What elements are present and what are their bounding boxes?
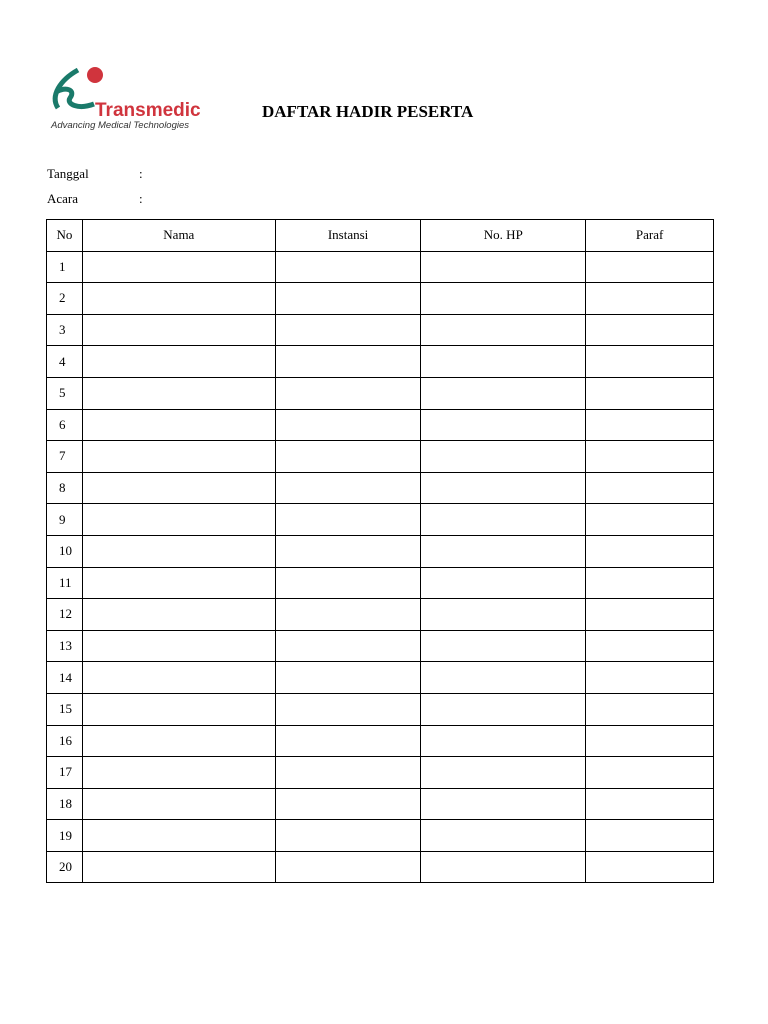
cell-paraf[interactable] [586, 851, 714, 883]
cell-nama[interactable] [82, 662, 275, 694]
cell-no: 14 [47, 662, 83, 694]
cell-no: 16 [47, 725, 83, 757]
cell-no: 20 [47, 851, 83, 883]
field-separator: : [139, 166, 143, 181]
cell-nama[interactable] [82, 409, 275, 441]
cell-no-hp[interactable] [421, 851, 586, 883]
cell-no: 10 [47, 535, 83, 567]
table-row [47, 314, 714, 346]
cell-instansi[interactable] [275, 693, 421, 725]
cell-no-hp[interactable] [421, 630, 586, 662]
cell-no: 5 [47, 377, 83, 409]
cell-nama[interactable] [82, 314, 275, 346]
table-row [47, 599, 714, 631]
cell-no: 4 [47, 346, 83, 378]
cell-paraf[interactable] [586, 788, 714, 820]
table-row [47, 441, 714, 473]
cell-instansi[interactable] [275, 535, 421, 567]
cell-no-hp[interactable] [421, 283, 586, 315]
table-row [47, 725, 714, 757]
cell-paraf[interactable] [586, 725, 714, 757]
cell-no: 1 [47, 251, 83, 283]
page-title: DAFTAR HADIR PESERTA [262, 102, 474, 121]
cell-instansi[interactable] [275, 630, 421, 662]
cell-no-hp[interactable] [421, 504, 586, 536]
table-row [47, 567, 714, 599]
cell-nama[interactable] [82, 851, 275, 883]
cell-no: 19 [47, 820, 83, 852]
cell-paraf[interactable] [586, 567, 714, 599]
cell-instansi[interactable] [275, 346, 421, 378]
cell-no: 3 [47, 314, 83, 346]
cell-instansi[interactable] [275, 788, 421, 820]
cell-nama[interactable] [82, 693, 275, 725]
cell-nama[interactable] [82, 346, 275, 378]
cell-nama[interactable] [82, 504, 275, 536]
cell-instansi[interactable] [275, 283, 421, 315]
table-row [47, 820, 714, 852]
table-row [47, 251, 714, 283]
table-row [47, 535, 714, 567]
cell-instansi[interactable] [275, 314, 421, 346]
cell-nama[interactable] [82, 725, 275, 757]
logo-tagline: Advancing Medical Technologies [51, 120, 190, 131]
cell-nama[interactable] [82, 283, 275, 315]
cell-nama[interactable] [82, 377, 275, 409]
logo-brand: Transmedic [95, 100, 201, 121]
cell-no: 15 [47, 693, 83, 725]
cell-no: 18 [47, 788, 83, 820]
header-instansi: Instansi [275, 220, 421, 252]
cell-paraf[interactable] [586, 693, 714, 725]
cell-instansi[interactable] [275, 251, 421, 283]
cell-paraf[interactable] [586, 599, 714, 631]
cell-instansi[interactable] [275, 441, 421, 473]
cell-no: 17 [47, 757, 83, 789]
cell-instansi[interactable] [275, 504, 421, 536]
cell-no: 7 [47, 441, 83, 473]
cell-instansi[interactable] [275, 851, 421, 883]
cell-no: 12 [47, 599, 83, 631]
table-row [47, 377, 714, 409]
table-row [47, 472, 714, 504]
table-row [47, 409, 714, 441]
field-separator: : [139, 191, 143, 206]
cell-paraf[interactable] [586, 283, 714, 315]
field-label: Acara [47, 191, 79, 206]
cell-paraf[interactable] [586, 409, 714, 441]
cell-paraf[interactable] [586, 504, 714, 536]
table-row [47, 346, 714, 378]
cell-instansi[interactable] [275, 377, 421, 409]
table-row [47, 662, 714, 694]
cell-instansi[interactable] [275, 599, 421, 631]
cell-no: 8 [47, 472, 83, 504]
cell-nama[interactable] [82, 788, 275, 820]
cell-nama[interactable] [82, 757, 275, 789]
cell-paraf[interactable] [586, 535, 714, 567]
cell-no: 11 [47, 567, 83, 599]
cell-nama[interactable] [82, 441, 275, 473]
cell-nama[interactable] [82, 820, 275, 852]
cell-paraf[interactable] [586, 441, 714, 473]
cell-paraf[interactable] [586, 757, 714, 789]
attendance-table [46, 219, 714, 883]
cell-nama[interactable] [82, 630, 275, 662]
cell-no-hp[interactable] [421, 788, 586, 820]
cell-paraf[interactable] [586, 472, 714, 504]
table-row [47, 504, 714, 536]
cell-instansi[interactable] [275, 567, 421, 599]
cell-no-hp[interactable] [421, 757, 586, 789]
cell-no-hp[interactable] [421, 441, 586, 473]
cell-instansi[interactable] [275, 662, 421, 694]
cell-nama[interactable] [82, 472, 275, 504]
cell-instansi[interactable] [275, 725, 421, 757]
cell-instansi[interactable] [275, 472, 421, 504]
cell-paraf[interactable] [586, 820, 714, 852]
cell-no-hp[interactable] [421, 535, 586, 567]
header-no-hp: No. HP [421, 220, 586, 252]
table-row [47, 693, 714, 725]
cell-no-hp[interactable] [421, 693, 586, 725]
header-no: No [47, 220, 83, 252]
cell-paraf[interactable] [586, 251, 714, 283]
cell-paraf[interactable] [586, 314, 714, 346]
cell-instansi[interactable] [275, 757, 421, 789]
cell-no-hp[interactable] [421, 820, 586, 852]
cell-paraf[interactable] [586, 377, 714, 409]
cell-no: 9 [47, 504, 83, 536]
table-row [47, 757, 714, 789]
cell-no: 2 [47, 283, 83, 315]
cell-nama[interactable] [82, 567, 275, 599]
cell-no-hp[interactable] [421, 599, 586, 631]
field-label: Tanggal [47, 166, 89, 181]
table-row [47, 630, 714, 662]
cell-nama[interactable] [82, 251, 275, 283]
cell-paraf[interactable] [586, 662, 714, 694]
cell-no-hp[interactable] [421, 314, 586, 346]
cell-paraf[interactable] [586, 630, 714, 662]
table-row [47, 851, 714, 883]
cell-no: 6 [47, 409, 83, 441]
cell-no-hp[interactable] [421, 409, 586, 441]
cell-nama[interactable] [82, 535, 275, 567]
cell-instansi[interactable] [275, 820, 421, 852]
cell-no-hp[interactable] [421, 377, 586, 409]
header-paraf: Paraf [586, 220, 714, 252]
table-row [47, 788, 714, 820]
table-header-row [47, 220, 714, 252]
field-acara [47, 191, 143, 207]
transmedic-logo [48, 64, 208, 134]
cell-no-hp[interactable] [421, 251, 586, 283]
table-row [47, 283, 714, 315]
cell-no-hp[interactable] [421, 725, 586, 757]
cell-no-hp[interactable] [421, 346, 586, 378]
cell-paraf[interactable] [586, 346, 714, 378]
cell-no-hp[interactable] [421, 567, 586, 599]
field-tanggal [47, 166, 143, 182]
cell-no-hp[interactable] [421, 472, 586, 504]
cell-nama[interactable] [82, 599, 275, 631]
header-nama: Nama [82, 220, 275, 252]
cell-no: 13 [47, 630, 83, 662]
cell-no-hp[interactable] [421, 662, 586, 694]
cell-instansi[interactable] [275, 409, 421, 441]
